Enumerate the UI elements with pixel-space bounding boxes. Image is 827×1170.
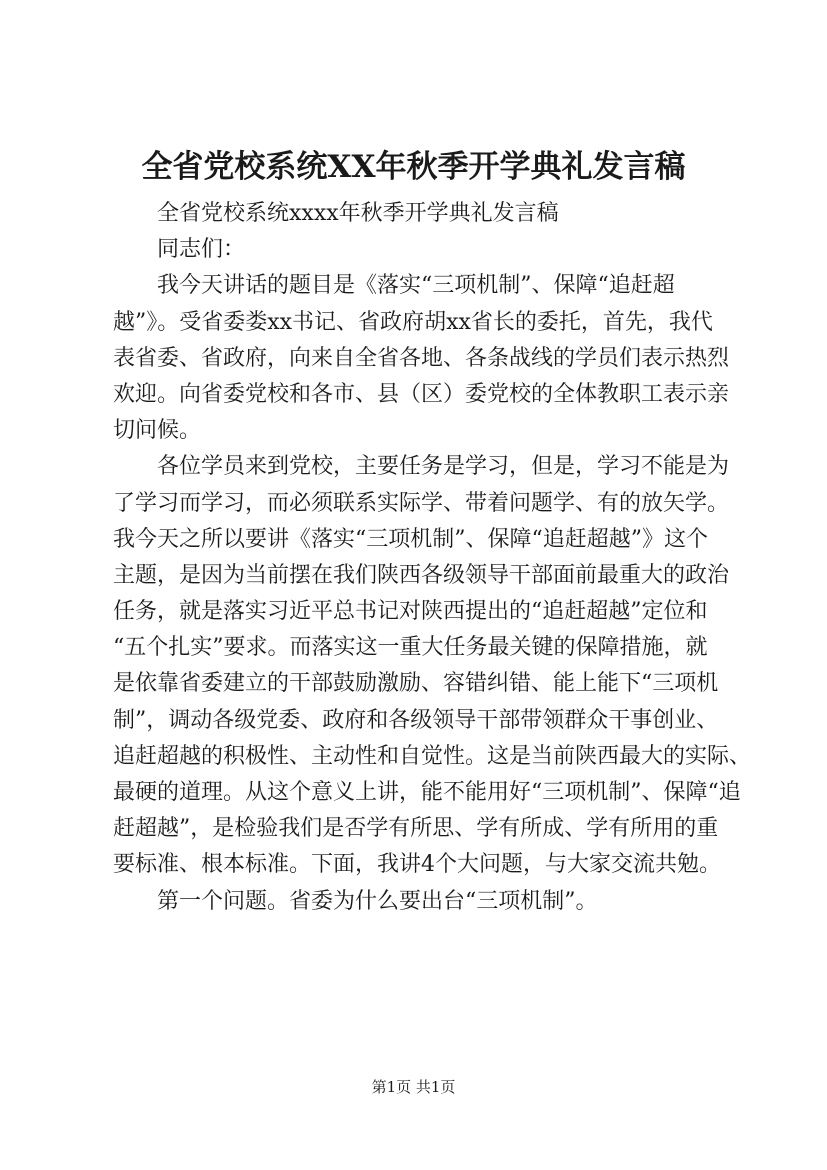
body-line: 了学习而学习，而必须联系实际学、带着问题学、有的放矢学。 xyxy=(113,490,730,516)
body-line: 任务，就是落实习近平总书记对陕西提出的“追赶超越”定位和 xyxy=(113,599,708,625)
document-body xyxy=(113,196,752,920)
body-line: 是依靠省委建立的干部鼓励激励、容错纠错、能上能下“三项机 xyxy=(113,671,719,697)
body-line: 我今天之所以要讲《落实“三项机制”、保障“追赶超越”》这个 xyxy=(113,526,708,552)
body-line: 要标准、根本标准。下面，我讲4个大问题，与大家交流共勉。 xyxy=(113,852,721,878)
body-line: 越”》。受省委娄xx书记、省政府胡xx省长的委托，首先，我代 xyxy=(113,309,713,335)
body-line: 表省委、省政府，向来自全省各地、各条战线的学员们表示热烈 xyxy=(113,345,730,371)
body-line: 第一个问题。省委为什么要出台“三项机制”。 xyxy=(113,888,598,914)
body-line: 制”，调动各级党委、政府和各级领导干部带领群众干事创业、 xyxy=(113,707,719,733)
document-title: 全省党校系统XX年秋季开学典礼发言稿 xyxy=(141,149,686,185)
body-line: 全省党校系统xxxx年秋季开学典礼发言稿 xyxy=(113,201,559,226)
body-line: 欢迎。向省委党校和各市、县（区）委党校的全体教职工表示亲 xyxy=(113,381,730,407)
body-line: 赶超越”，是检验我们是否学有所思、学有所成、学有所用的重 xyxy=(113,816,719,842)
body-line: 各位学员来到党校，主要任务是学习，但是，学习不能是为 xyxy=(113,454,730,480)
body-line: 切问候。 xyxy=(113,418,202,444)
body-line: 我今天讲话的题目是《落实“三项机制”、保障“追赶超 xyxy=(113,273,675,299)
page-number-footer: 第1页 共1页 xyxy=(371,1078,456,1096)
body-line: 主题，是因为当前摆在我们陕西各级领导干部面前最重大的政治 xyxy=(113,562,730,588)
body-line: “五个扎实”要求。而落实这一重大任务最关键的保障措施，就 xyxy=(113,635,708,661)
body-line: 最硬的道理。从这个意义上讲，能不能用好“三项机制”、保障“追 xyxy=(113,780,741,805)
body-line: 同志们： xyxy=(113,237,246,263)
body-line: 追赶超越的积极性、主动性和自觉性。这是当前陕西最大的实际、 xyxy=(113,743,752,769)
